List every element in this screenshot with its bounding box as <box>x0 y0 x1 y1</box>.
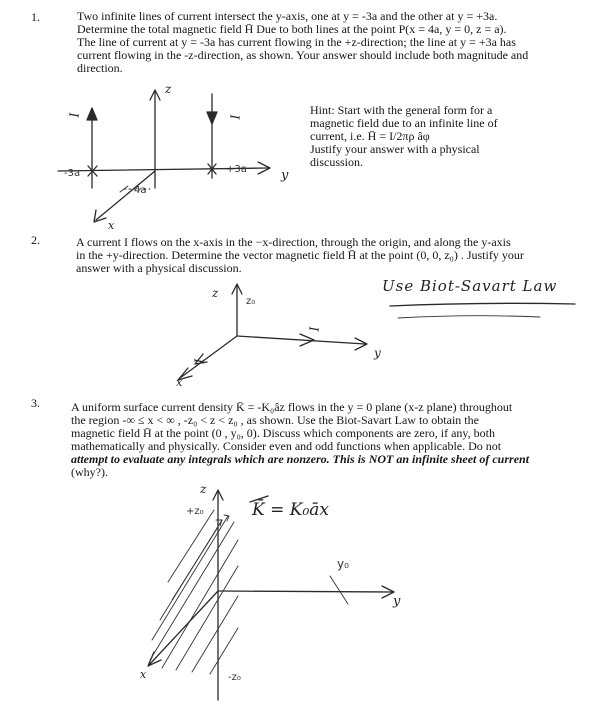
hint-line-3: current, i.e. H̄ = I/2πρ âφ <box>310 129 430 143</box>
figure-1-x-label: x <box>108 219 115 232</box>
problem-3-line-1: A uniform surface current density K̄ = -K₀âz flows in the y = 0 plane (x-z plane) throughout <box>71 400 513 414</box>
figure-1-4a: 4a <box>134 185 147 196</box>
hint-line-4: Justify your answer with a physical <box>310 142 480 156</box>
problem-1-number: 1. <box>31 10 40 24</box>
figure-3-minus-z0: -z₀ <box>228 672 241 683</box>
hint-line-2: magnetic field due to an infinite line of <box>310 116 498 130</box>
figure-2-current-x: I <box>191 358 206 364</box>
hint-line-5: discussion. <box>310 155 364 169</box>
problem-3-number: 3. <box>31 396 40 410</box>
problem-3-line-6: (why?). <box>71 465 108 479</box>
problem-2-line-1: A current I flows on the x-axis in the −x-direction, through the origin, and along the y-axis <box>76 235 511 249</box>
problem-3-line-3: magnetic field H̄ at the point (0 , y₀, 0). Discuss which components are zero, if any, both <box>71 426 495 440</box>
problem-1-line-1: Two infinite lines of current intersect the y-axis, one at y = -3a and the other at y = +3a. <box>77 9 498 23</box>
figure-1-current-left: I <box>66 112 81 118</box>
figure-2-z-label: z <box>212 286 219 300</box>
problem-1-line-5: direction. <box>77 61 123 75</box>
problem-2-note: Use Biot-Savart Law <box>382 277 558 295</box>
figure-1-pos-3a: +3a <box>226 164 247 175</box>
problem-3-line-5: attempt to evaluate any integrals which are nonzero. This is NOT an infinite sheet of current <box>71 452 530 466</box>
problem-1-line-3: The line of current at y = -3a has current flowing in the +z-direction; the line at y = +3a has <box>77 35 516 49</box>
figure-1-current-right: I <box>227 114 242 120</box>
figure-1-y-label: y <box>281 168 289 183</box>
figure-3-k-vector: K̄ = K₀āx <box>252 500 329 520</box>
figure-2-z0-label: z₀ <box>246 296 256 307</box>
figure-3-x-label: x <box>140 668 147 681</box>
problem-3-line-2: the region -∞ ≤ x < ∞ , -z₀ < z < z₀ , as shown. Use the Biot-Savart Law to obtain the <box>71 413 479 427</box>
figure-3-z-label: z <box>200 482 207 496</box>
figure-1-neg-3a: -3a <box>64 168 81 179</box>
figure-2-x-label: x <box>176 376 183 389</box>
figure-1-z-label: z <box>165 82 172 96</box>
problem-2-number: 2. <box>31 233 40 247</box>
figure-2-y-label: y <box>374 346 381 360</box>
figure-3-y0-label: y₀ <box>337 557 349 571</box>
figure-2-current-y: I <box>306 326 321 332</box>
problem-2-line-2: in the +y-direction. Determine the vector magnetic field H̄ at the point (0, 0, z₀) . Justify your <box>76 248 524 262</box>
hint-line-1: Hint: Start with the general form for a <box>310 103 493 117</box>
problem-3-line-4: mathematically and physically. Consider even and odd functions when applicable. Do not <box>71 439 502 453</box>
figure-3-y-label: y <box>393 594 401 609</box>
problem-2-line-3: answer with a physical discussion. <box>76 261 242 275</box>
problem-1-line-4: current flowing in the -z-direction, as shown. Your answer should include both magnitude and <box>77 48 529 62</box>
figure-3-plus-z0: +z₀ <box>186 506 204 517</box>
problem-1-line-2: Determine the total magnetic field H̄ Due to both lines at the point P(x = 4a, y = 0, z = a). <box>77 22 507 36</box>
